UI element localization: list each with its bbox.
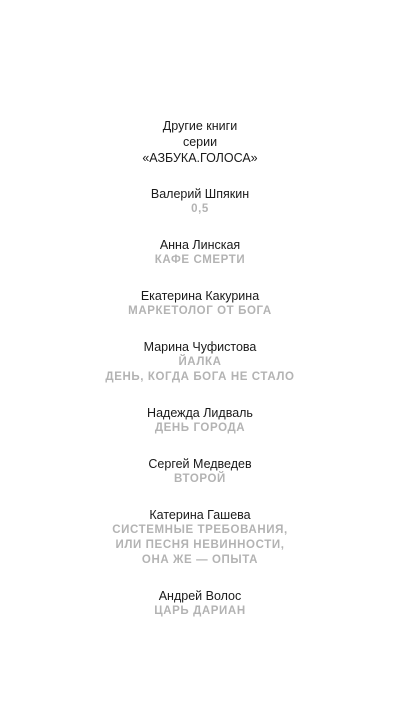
author-name: Екатерина Какурина — [140, 289, 260, 303]
book-entry — [0, 339, 400, 385]
heading-line-1: Другие книги — [162, 119, 238, 133]
author-name: Андрей Волос — [158, 589, 242, 603]
book-title: ДЕНЬ ГОРОДА — [154, 422, 246, 434]
book-title: КАФЕ СМЕРТИ — [154, 254, 246, 266]
book-entry — [0, 456, 400, 487]
author-name: Валерий Шпякин — [150, 187, 250, 201]
book-title: ЙАЛКА — [178, 356, 222, 368]
book-entry — [0, 186, 400, 217]
book-entry — [0, 405, 400, 436]
author-name: Надежда Лидваль — [147, 406, 253, 420]
book-entry — [0, 507, 400, 568]
book-title: 0,5 — [191, 203, 209, 215]
book-series-page — [0, 118, 400, 639]
book-title: ЦАРЬ ДАРИАН — [154, 605, 246, 617]
book-entry — [0, 288, 400, 319]
heading-line-2: серии — [182, 135, 218, 149]
author-name: Марина Чуфистова — [143, 340, 257, 354]
author-name: Анна Линская — [159, 238, 241, 252]
book-title: МАРКЕТОЛОГ ОТ БОГА — [128, 305, 272, 317]
author-name: Катерина Гашева — [149, 508, 251, 522]
book-title: ВТОРОЙ — [174, 473, 226, 485]
author-name: Сергей Медведев — [148, 457, 252, 471]
heading-line-3: «АЗБУКА.ГОЛОСА» — [142, 151, 258, 165]
book-entry — [0, 588, 400, 619]
series-heading — [0, 118, 400, 166]
book-title: ОНА ЖЕ — ОПЫТА — [141, 554, 259, 566]
book-title: СИСТЕМНЫЕ ТРЕБОВАНИЯ, — [112, 524, 288, 536]
book-title: ИЛИ ПЕСНЯ НЕВИННОСТИ, — [115, 539, 285, 551]
book-entry — [0, 237, 400, 268]
book-title: ДЕНЬ, КОГДА БОГА НЕ СТАЛО — [105, 371, 295, 383]
